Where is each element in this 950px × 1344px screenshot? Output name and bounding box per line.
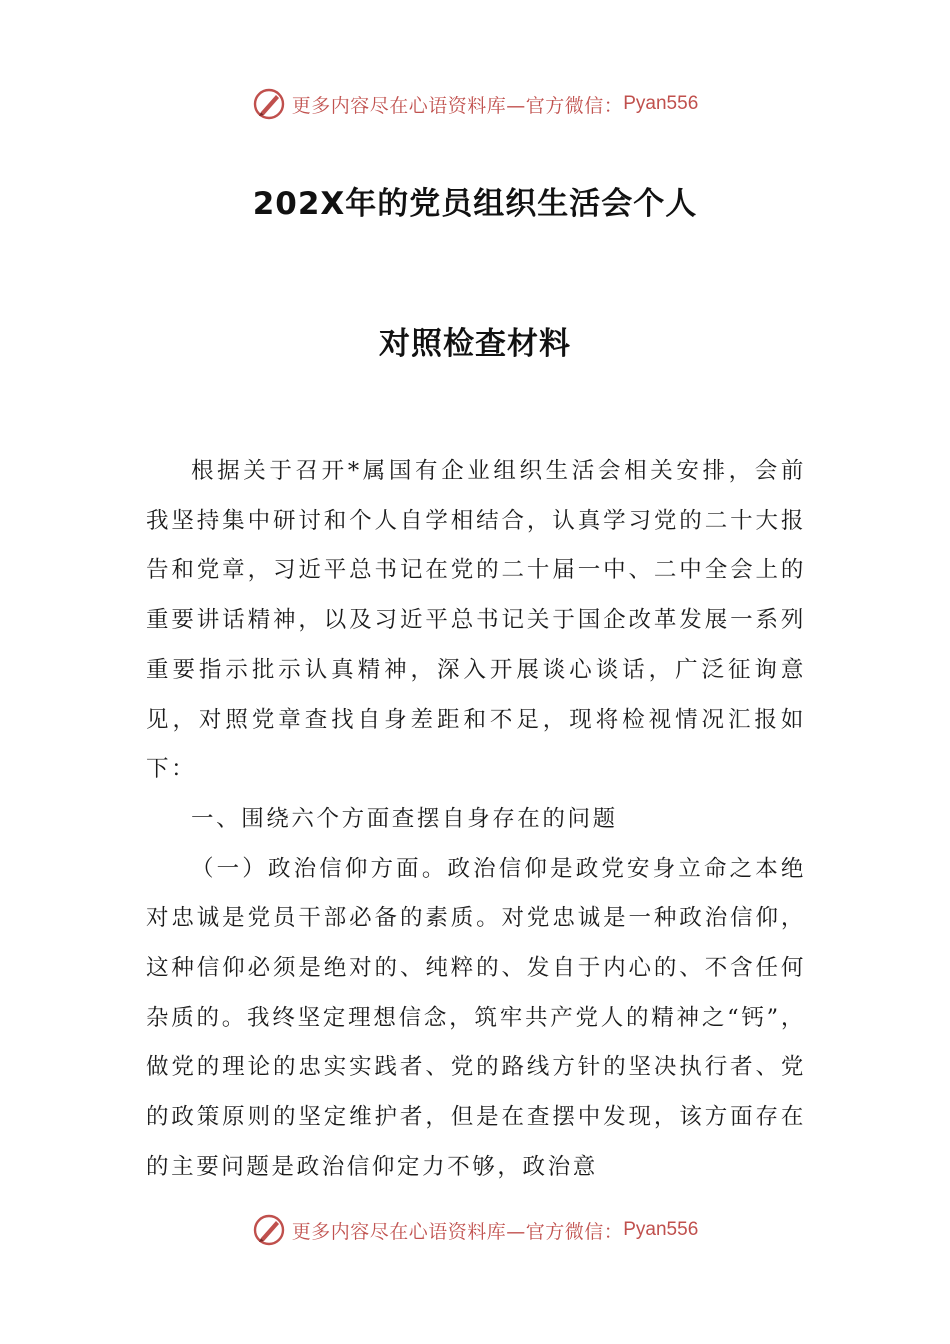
watermark-text: 更多内容尽在心语资料库—官方微信：	[291, 94, 624, 117]
paragraph-intro: 根据关于召开*属国有企业组织生活会相关安排，会前我坚持集中研讨和个人自学相结合，认真学习党的二十大报告和党章，习近平总书记在党的二十届一中、二中全会上的重要讲话精神，以及习近平总书记关于国企改革发展一系列重要指示批示认真精神，深入开展谈心谈话，广泛征询意见，对照党章查找自身差距和不足，现将检视情况汇报如下：	[146, 458, 806, 783]
document-body	[146, 447, 806, 1193]
section-heading: 一、围绕六个方面查摆自身存在的问题	[191, 805, 618, 832]
header-watermark	[0, 84, 950, 124]
watermark-text: 更多内容尽在心语资料库—官方微信：	[291, 1220, 624, 1243]
document-title-line-2: 对照检查材料	[379, 326, 571, 362]
footer-watermark	[0, 1210, 950, 1250]
watermark-handle: Pyan556	[623, 1219, 699, 1240]
document-title-line-1: 202X年的党员组织生活会个人	[252, 186, 698, 222]
paragraph-political-belief: （一）政治信仰方面。政治信仰是政党安身立命之本绝对忠诚是党员干部必备的素质。对党忠诚是一种政治信仰，这种信仰必须是绝对的、纯粹的、发自于内心的、不含任何杂质的。我终坚定理想信念，筑牢共产党人的精神之“钙”，做党的理论的忠实实践者、党的路线方针的坚决执行者、党的政策原则的坚定维护者，但是在查摆中发现，该方面存在的主要问题是政治信仰定力不够，政治意	[146, 855, 806, 1180]
pen-logo-icon	[252, 87, 286, 121]
pen-logo-icon	[252, 1213, 286, 1247]
watermark-handle: Pyan556	[623, 93, 699, 114]
